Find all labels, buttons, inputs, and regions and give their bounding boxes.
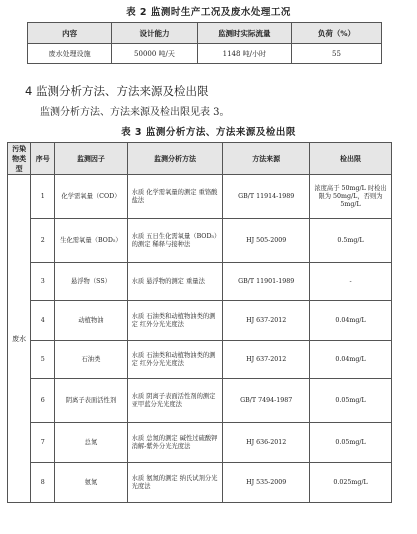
limit-cell: 0.5mg/L [310, 219, 392, 263]
table-row [8, 301, 392, 341]
factor-cell: 动植物油 [55, 301, 127, 341]
table-cell: 55 [291, 44, 381, 64]
table-cell: 1148 吨/小时 [197, 44, 291, 64]
source-cell: HJ 637-2012 [223, 341, 310, 379]
method-cell: 水质 石油类和动植物油类的测定 红外分光光度法 [127, 341, 223, 379]
source-cell: HJ 535-2009 [223, 463, 310, 503]
factor-cell: 总氮 [55, 423, 127, 463]
limit-cell: 0.025mg/L [310, 463, 392, 503]
table-row [8, 341, 392, 379]
table-row [28, 44, 382, 64]
source-cell: GB/T 7494-1987 [223, 379, 310, 423]
method-cell: 水质 石油类和动植物油类的测定 红外分光光度法 [127, 301, 223, 341]
header-cell: 设计能力 [112, 23, 197, 44]
limit-cell: - [310, 263, 392, 301]
header-cell: 内容 [28, 23, 112, 44]
number-cell: 2 [31, 219, 55, 263]
limit-cell: 0.04mg/L [310, 301, 392, 341]
source-cell: GB/T 11914-1989 [223, 175, 310, 219]
header-cell: 负荷（%） [291, 23, 381, 44]
header-cell: 检出限 [310, 143, 392, 175]
header-cell: 监测分析方法 [127, 143, 223, 175]
number-cell: 4 [31, 301, 55, 341]
number-cell: 8 [31, 463, 55, 503]
factor-cell: 氨氮 [55, 463, 127, 503]
source-cell: HJ 637-2012 [223, 301, 310, 341]
workload-table [27, 22, 382, 64]
header-cell: 监测因子 [55, 143, 127, 175]
factor-cell: 化学需氧量（COD） [55, 175, 127, 219]
table-row [8, 263, 392, 301]
table-header-row [28, 23, 382, 44]
method-cell: 水质 总氮的测定 碱性过硫酸钾消解-紫外分光光度法 [127, 423, 223, 463]
factor-cell: 石油类 [55, 341, 127, 379]
table-row [8, 219, 392, 263]
table3-caption: 表 3 监测分析方法、方法来源及检出限 [121, 127, 296, 138]
header-cell: 方法来源 [223, 143, 310, 175]
table-row [8, 379, 392, 423]
number-cell: 7 [31, 423, 55, 463]
limit-cell: 0.05mg/L [310, 379, 392, 423]
method-cell: 水质 化学需氧量的测定 重铬酸盐法 [127, 175, 223, 219]
table-row [8, 175, 392, 219]
method-cell: 水质 五日生化需氧量（BOD₅）的测定 稀释与接种法 [127, 219, 223, 263]
factor-cell: 阴离子表面活性剂 [55, 379, 127, 423]
table-row [8, 423, 392, 463]
method-cell: 水质 悬浮物的测定 重量法 [127, 263, 223, 301]
section-heading: 4 监测分析方法、方法来源及检出限 [25, 84, 209, 98]
method-cell: 水质 氨氮的测定 纳氏试剂分光光度法 [127, 463, 223, 503]
source-cell: HJ 636-2012 [223, 423, 310, 463]
number-cell: 1 [31, 175, 55, 219]
table-row [8, 463, 392, 503]
header-cell: 监测时实际流量 [197, 23, 291, 44]
category-cell: 废水 [8, 175, 31, 503]
factor-cell: 生化需氧量（BOD₅） [55, 219, 127, 263]
intro-text: 监测分析方法、方法来源及检出限见表 3。 [40, 107, 230, 118]
method-table [7, 142, 392, 503]
factor-cell: 悬浮物（SS） [55, 263, 127, 301]
number-cell: 3 [31, 263, 55, 301]
header-cell: 序号 [31, 143, 55, 175]
limit-cell: 0.05mg/L [310, 423, 392, 463]
header-cell: 污染物类型 [8, 143, 31, 175]
source-cell: GB/T 11901-1989 [223, 263, 310, 301]
method-cell: 水质 阴离子表面活性剂的测定 亚甲蓝分光光度法 [127, 379, 223, 423]
number-cell: 5 [31, 341, 55, 379]
limit-cell: 浓度高于 50mg/L 时检出限为 50mg/L，否则为 5mg/L [310, 175, 392, 219]
table-cell: 50000 吨/天 [112, 44, 197, 64]
table-cell: 废水处理设施 [28, 44, 112, 64]
number-cell: 6 [31, 379, 55, 423]
limit-cell: 0.04mg/L [310, 341, 392, 379]
source-cell: HJ 505-2009 [223, 219, 310, 263]
table-header-row [8, 143, 392, 175]
table2-caption: 表 2 监测时生产工况及废水处理工况 [126, 7, 291, 18]
